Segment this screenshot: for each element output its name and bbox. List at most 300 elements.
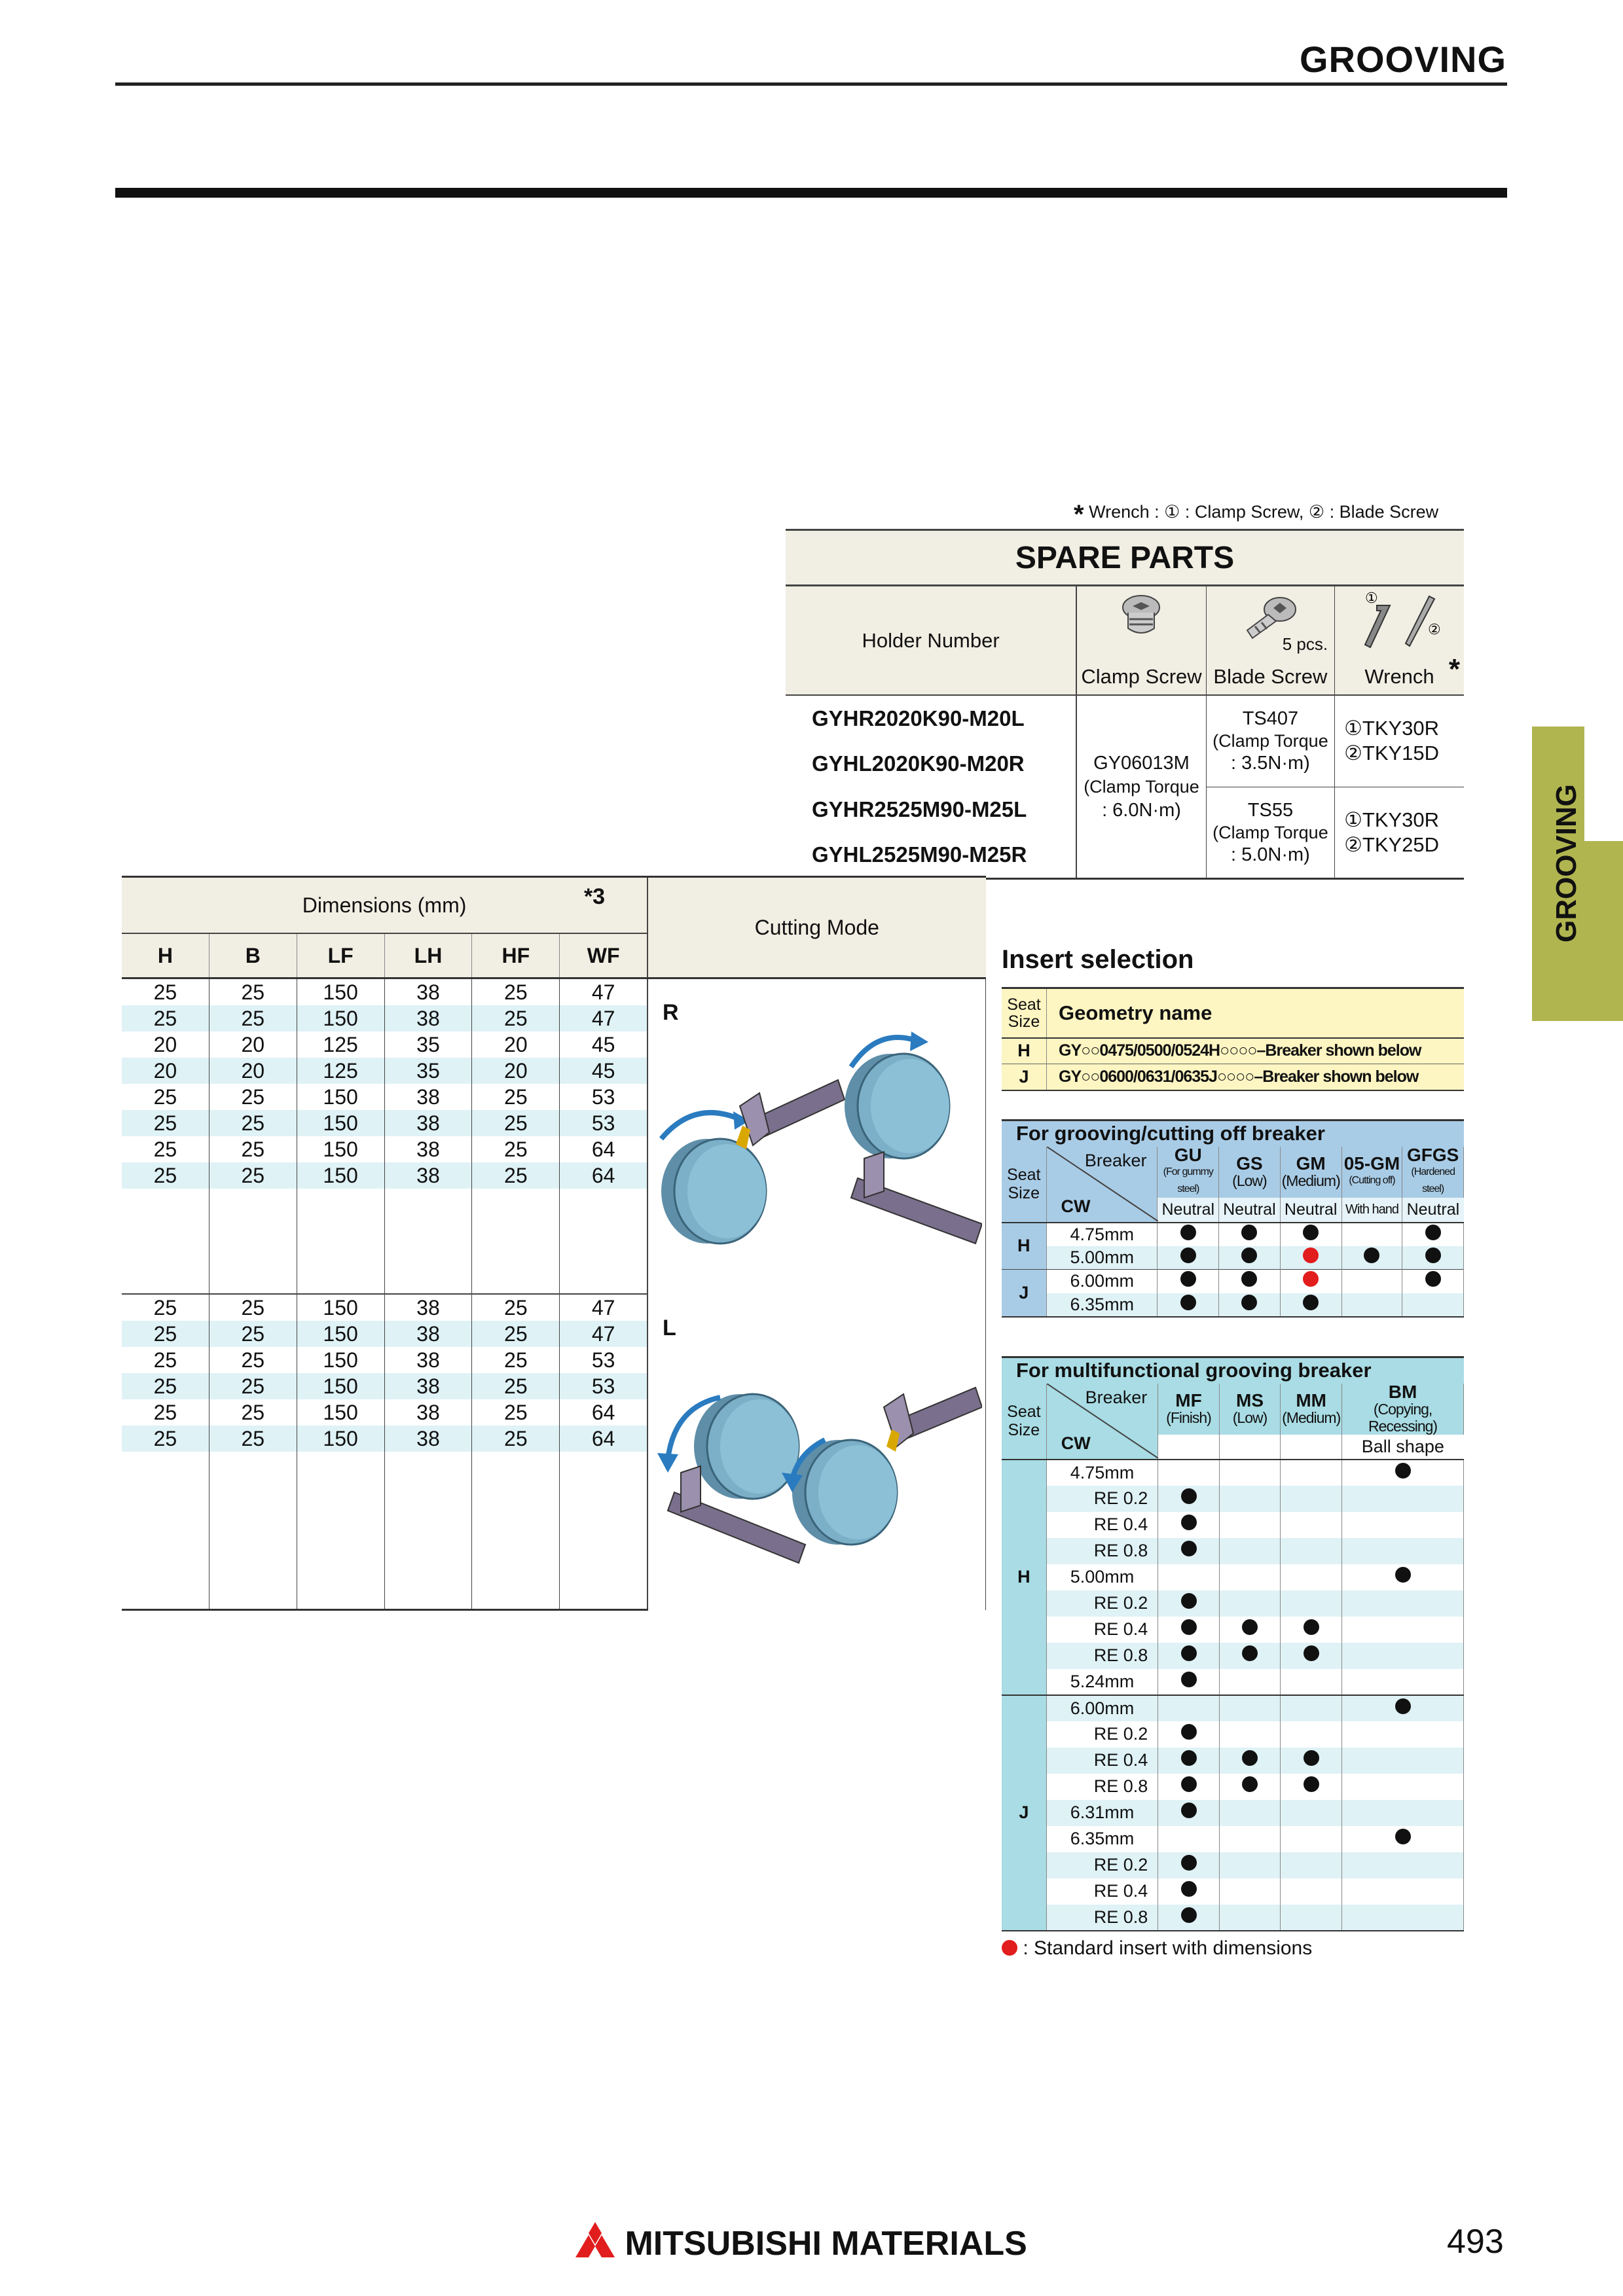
breaker-subtitle: (Low) — [1232, 1172, 1267, 1189]
black-dot-icon — [1242, 1750, 1258, 1766]
cw-cell: 6.00mm — [1046, 1695, 1158, 1721]
red-dot-icon — [1303, 1271, 1319, 1287]
dimension-cell-empty — [122, 1452, 209, 1610]
dimension-cell: 25 — [209, 1373, 297, 1399]
breaker-subtitle: (Finish) — [1166, 1408, 1211, 1426]
cw-cell: 4.75mm — [1046, 1223, 1158, 1246]
black-dot-icon — [1181, 1515, 1197, 1530]
dimension-cell: 38 — [384, 1347, 472, 1373]
cw-cell: RE 0.8 — [1046, 1538, 1158, 1564]
black-dot-icon — [1181, 1855, 1197, 1871]
dimension-cell: 150 — [297, 1373, 384, 1399]
cutting-mode-r-label: R — [663, 1000, 679, 1025]
dimension-cell: 53 — [560, 1347, 647, 1373]
dimension-cell: 53 — [560, 1110, 647, 1136]
multifunctional-breaker-table — [1002, 1356, 1464, 1931]
dimension-cell-empty — [384, 1452, 472, 1610]
seat-size-header: Seat Size — [1002, 988, 1047, 1038]
geo-seat: H — [1002, 1038, 1047, 1064]
multifunctional-row — [1002, 1512, 1464, 1538]
col-header-hf: HF — [472, 933, 560, 978]
dimension-cell: 25 — [472, 1426, 560, 1452]
dimension-cell: 38 — [384, 1373, 472, 1399]
availability-cell — [1342, 1878, 1464, 1905]
dimension-cell: 25 — [122, 978, 209, 1006]
availability-cell — [1219, 1293, 1281, 1317]
availability-cell — [1219, 1774, 1280, 1800]
black-dot-icon — [1364, 1247, 1379, 1263]
dimension-cell: 25 — [122, 1399, 209, 1426]
seat-size-header: Seat Size — [1002, 1384, 1046, 1460]
multifunctional-row — [1002, 1564, 1464, 1590]
availability-cell — [1219, 1538, 1280, 1564]
note-marker: *3 — [583, 884, 606, 909]
multifunctional-row — [1002, 1721, 1464, 1748]
cw-label: CW — [1061, 1433, 1091, 1453]
dimensions-header — [122, 877, 647, 934]
availability-cell — [1158, 1774, 1220, 1800]
black-dot-icon — [1425, 1225, 1441, 1240]
black-dot-icon — [1181, 1803, 1197, 1818]
black-dot-icon — [1242, 1645, 1258, 1661]
dimension-cell: 38 — [384, 1294, 472, 1321]
multifunctional-row — [1002, 1695, 1464, 1721]
cw-cell: RE 0.8 — [1046, 1643, 1158, 1669]
red-dot-icon — [1002, 1940, 1017, 1956]
availability-cell — [1342, 1460, 1464, 1486]
cw-cell: 6.35mm — [1046, 1293, 1158, 1317]
dimension-cell-empty — [472, 1452, 560, 1610]
workpiece-icon — [694, 1394, 799, 1499]
grooving-row — [1002, 1270, 1464, 1293]
blade-screw-code: TS55 — [1247, 799, 1294, 821]
cw-cell: RE 0.4 — [1046, 1748, 1158, 1774]
legend — [1002, 1937, 1312, 1960]
availability-cell — [1158, 1460, 1220, 1486]
availability-cell — [1219, 1512, 1280, 1538]
availability-cell — [1219, 1460, 1280, 1486]
blade-screw-torque-value: : 3.5N·m) — [1231, 753, 1310, 774]
dimension-cell: 125 — [297, 1058, 384, 1084]
wrench-cell-2 — [1335, 787, 1464, 878]
svg-text:①: ① — [1364, 590, 1378, 607]
seat-size-header: Seat Size — [1002, 1147, 1046, 1223]
dimension-cell: 45 — [560, 1031, 647, 1058]
holder-number-header: Holder Number — [786, 586, 1076, 696]
availability-cell — [1219, 1800, 1280, 1826]
dimension-cell: 64 — [560, 1426, 647, 1452]
dimension-cell-empty — [209, 1452, 297, 1610]
black-dot-icon — [1181, 1776, 1197, 1792]
multifunctional-row — [1002, 1852, 1464, 1878]
legend-text: : Standard insert with dimensions — [1023, 1937, 1313, 1959]
page-title: GROOVING — [1299, 39, 1506, 80]
dimension-cell: 64 — [560, 1399, 647, 1426]
grooving-breaker-body — [1002, 1223, 1464, 1317]
dimension-cell: 150 — [297, 1136, 384, 1162]
black-dot-icon — [1395, 1829, 1411, 1844]
availability-cell — [1342, 1748, 1464, 1774]
black-dot-icon — [1242, 1776, 1258, 1792]
availability-cell — [1158, 1246, 1219, 1270]
dimension-cell-empty — [384, 1189, 472, 1294]
dimension-cell-empty — [560, 1189, 647, 1294]
seat-size-cell: H — [1002, 1223, 1046, 1270]
cutting-mode-header: Cutting Mode — [647, 877, 985, 978]
mitsubishi-logo-icon — [575, 2222, 615, 2259]
multifunctional-row — [1002, 1538, 1464, 1564]
availability-cell — [1280, 1223, 1341, 1246]
insert-selection-title: Insert selection — [1002, 945, 1194, 974]
black-dot-icon — [1304, 1750, 1319, 1766]
availability-cell — [1281, 1878, 1342, 1905]
black-dot-icon — [1395, 1567, 1411, 1583]
page-number: 493 — [1447, 2223, 1504, 2261]
cw-cell: 5.00mm — [1046, 1564, 1158, 1590]
dimension-cell: 150 — [297, 1294, 384, 1321]
dimension-cell: 150 — [297, 1162, 384, 1189]
breaker-code: MS — [1236, 1390, 1264, 1410]
col-header-lh: LH — [384, 933, 472, 978]
availability-cell — [1281, 1617, 1342, 1643]
dimension-cell: 25 — [472, 1005, 560, 1031]
availability-cell — [1280, 1270, 1341, 1293]
dimension-cell: 38 — [384, 978, 472, 1006]
dimension-cell: 47 — [560, 1005, 647, 1031]
dimension-cell: 20 — [122, 1031, 209, 1058]
dimension-cell: 25 — [209, 1347, 297, 1373]
multifunctional-row — [1002, 1460, 1464, 1486]
availability-cell — [1219, 1721, 1280, 1748]
dimension-cell: 25 — [209, 1136, 297, 1162]
availability-cell — [1342, 1695, 1464, 1721]
cw-cell: RE 0.2 — [1046, 1852, 1158, 1878]
holder-row: GYHR2020K90-M20L — [786, 695, 1076, 741]
black-dot-icon — [1241, 1225, 1257, 1240]
black-dot-icon — [1303, 1225, 1319, 1240]
black-dot-icon — [1181, 1619, 1197, 1635]
dimension-row — [122, 1294, 986, 1321]
dimension-cell: 25 — [209, 1294, 297, 1321]
black-dot-icon — [1303, 1295, 1319, 1310]
black-dot-icon — [1180, 1225, 1196, 1240]
breaker-subtitle: (Low) — [1232, 1408, 1267, 1426]
availability-cell — [1158, 1826, 1220, 1852]
dimension-cell: 25 — [472, 1084, 560, 1110]
black-dot-icon — [1180, 1271, 1196, 1287]
availability-cell — [1342, 1617, 1464, 1643]
availability-cell — [1158, 1293, 1219, 1317]
black-dot-icon — [1180, 1295, 1196, 1310]
availability-cell — [1158, 1270, 1219, 1293]
grooving-row — [1002, 1246, 1464, 1270]
cutting-mode-r-illustration — [655, 1028, 982, 1250]
availability-cell — [1341, 1223, 1402, 1246]
breaker-code: BM — [1388, 1381, 1417, 1402]
dimension-cell: 38 — [384, 1005, 472, 1031]
hand-label: Neutral — [1219, 1198, 1281, 1223]
availability-cell — [1158, 1695, 1220, 1721]
wrench-cell-1 — [1335, 695, 1464, 787]
cw-cell: 6.35mm — [1046, 1826, 1158, 1852]
multifunctional-row — [1002, 1669, 1464, 1695]
dimension-cell: 25 — [472, 1399, 560, 1426]
availability-cell — [1158, 1643, 1220, 1669]
col-header-h: H — [122, 933, 209, 978]
availability-cell — [1158, 1852, 1220, 1878]
black-dot-icon — [1181, 1724, 1197, 1740]
dimension-cell-empty — [297, 1189, 384, 1294]
availability-cell — [1219, 1590, 1280, 1617]
breaker-mf — [1158, 1384, 1220, 1435]
availability-cell — [1281, 1538, 1342, 1564]
dimension-cell: 25 — [122, 1162, 209, 1189]
availability-cell — [1158, 1590, 1220, 1617]
availability-cell — [1342, 1774, 1464, 1800]
wrench-code: ①TKY30R — [1344, 808, 1440, 831]
availability-cell — [1281, 1905, 1342, 1931]
red-dot-icon — [1303, 1247, 1319, 1263]
seat-size-cell: H — [1002, 1460, 1046, 1695]
col-header-wf: WF — [560, 933, 647, 978]
dimension-cell-empty — [472, 1189, 560, 1294]
hand-label: Neutral — [1402, 1198, 1464, 1223]
availability-cell — [1158, 1564, 1220, 1590]
dimension-cell: 150 — [297, 1347, 384, 1373]
availability-cell — [1281, 1852, 1342, 1878]
cw-cell: RE 0.4 — [1046, 1617, 1158, 1643]
dimension-cell: 25 — [472, 1162, 560, 1189]
breaker-subtitle: (Copying, Recessing) — [1368, 1400, 1438, 1435]
hand-label: With hand — [1341, 1198, 1402, 1223]
hand-label: Neutral — [1280, 1198, 1341, 1223]
dimension-cell: 150 — [297, 1426, 384, 1452]
black-dot-icon — [1181, 1750, 1197, 1766]
breaker-mm — [1281, 1384, 1342, 1435]
cw-cell: RE 0.4 — [1046, 1512, 1158, 1538]
availability-cell — [1219, 1486, 1280, 1512]
multifunctional-row — [1002, 1878, 1464, 1905]
footer-logo-text: MITSUBISHI MATERIALS — [625, 2225, 1027, 2263]
dimension-cell: 25 — [122, 1321, 209, 1347]
blade-screw-torque-value: : 5.0N·m) — [1231, 844, 1310, 865]
geometry-table — [1002, 987, 1464, 1091]
wrench-icon — [1351, 587, 1449, 653]
dimension-cell: 25 — [122, 1373, 209, 1399]
availability-cell — [1342, 1669, 1464, 1695]
multifunctional-row — [1002, 1905, 1464, 1931]
availability-cell — [1342, 1512, 1464, 1538]
dimension-cell: 25 — [122, 1347, 209, 1373]
dimension-cell: 25 — [209, 1399, 297, 1426]
dimension-cell: 25 — [472, 1373, 560, 1399]
black-dot-icon — [1425, 1271, 1441, 1287]
availability-cell — [1281, 1695, 1342, 1721]
wrench-code: ②TKY15D — [1344, 742, 1440, 765]
multifunctional-row — [1002, 1643, 1464, 1669]
section-rule — [115, 188, 1507, 198]
grooving-breaker-title: For grooving/cutting off breaker — [1016, 1122, 1325, 1145]
availability-cell — [1342, 1852, 1464, 1878]
availability-cell — [1281, 1564, 1342, 1590]
dimension-cell: 25 — [122, 1084, 209, 1110]
black-dot-icon — [1181, 1541, 1197, 1556]
blade-screw-torque-label: (Clamp Torque — [1213, 822, 1328, 842]
dimension-cell: 45 — [560, 1058, 647, 1084]
black-dot-icon — [1425, 1247, 1441, 1263]
availability-cell — [1219, 1669, 1280, 1695]
dimension-cell: 53 — [560, 1373, 647, 1399]
breaker-gfgs — [1402, 1144, 1464, 1198]
dimensions-header-text: Dimensions (mm) — [302, 893, 467, 917]
workpiece-icon — [792, 1440, 897, 1545]
clamp-screw-code: GY06013M — [1093, 752, 1190, 774]
dimension-cell: 125 — [297, 1031, 384, 1058]
breaker-code: 05-GM — [1343, 1153, 1400, 1174]
cw-cell: 6.31mm — [1046, 1800, 1158, 1826]
dimension-cell: 38 — [384, 1162, 472, 1189]
wrench-note-text: Wrench : ① : Clamp Screw, ② : Blade Screw — [1089, 502, 1439, 522]
dimension-cell: 35 — [384, 1058, 472, 1084]
cw-cell: 6.00mm — [1046, 1270, 1158, 1293]
availability-cell — [1281, 1800, 1342, 1826]
availability-cell — [1219, 1643, 1280, 1669]
availability-cell — [1342, 1905, 1464, 1931]
dimension-cell: 150 — [297, 1399, 384, 1426]
dimension-cell: 25 — [472, 1294, 560, 1321]
breaker-code: MF — [1175, 1390, 1202, 1410]
breaker-subtitle: (For gummy steel) — [1163, 1166, 1213, 1194]
availability-cell — [1341, 1246, 1402, 1270]
availability-cell — [1342, 1486, 1464, 1512]
cutting-mode-l-label: L — [663, 1316, 676, 1340]
workpiece-icon — [845, 1054, 949, 1158]
wrench-header — [1335, 653, 1464, 695]
blade-screw-header: Blade Screw — [1206, 658, 1334, 695]
dimension-cell: 64 — [560, 1136, 647, 1162]
availability-cell — [1219, 1748, 1280, 1774]
cw-cell: RE 0.2 — [1046, 1486, 1158, 1512]
dimension-row — [122, 978, 986, 1006]
dimension-cell: 47 — [560, 1294, 647, 1321]
breaker-gm — [1280, 1147, 1341, 1198]
dimension-cell: 20 — [122, 1058, 209, 1084]
breaker-label: Breaker — [1085, 1387, 1148, 1407]
rotation-arrow-icon — [661, 1113, 740, 1139]
breaker-subtitle: (Cutting off) — [1349, 1174, 1395, 1186]
availability-cell — [1219, 1852, 1280, 1878]
breaker-05-gm — [1341, 1147, 1402, 1198]
breaker-cw-header — [1046, 1384, 1158, 1460]
cw-cell: RE 0.4 — [1046, 1878, 1158, 1905]
availability-cell — [1281, 1748, 1342, 1774]
dimension-cell: 53 — [560, 1084, 647, 1110]
clamp-screw-icon — [1112, 590, 1171, 649]
multifunctional-row — [1002, 1486, 1464, 1512]
dimension-cell: 38 — [384, 1136, 472, 1162]
dimension-cell: 25 — [122, 1005, 209, 1031]
availability-cell — [1158, 1800, 1220, 1826]
availability-cell — [1342, 1800, 1464, 1826]
availability-cell — [1280, 1246, 1341, 1270]
svg-text:②: ② — [1427, 622, 1441, 638]
cw-cell: 5.00mm — [1046, 1246, 1158, 1270]
availability-cell — [1342, 1590, 1464, 1617]
clamp-screw-cell — [1076, 695, 1206, 878]
ball-shape-label: Ball shape — [1342, 1435, 1464, 1460]
availability-cell — [1281, 1590, 1342, 1617]
dimension-cell-empty — [560, 1452, 647, 1610]
blade-screw-cell-1 — [1206, 695, 1334, 787]
availability-cell — [1219, 1270, 1281, 1293]
dimension-cell: 25 — [209, 1162, 297, 1189]
seat-size-cell: J — [1002, 1270, 1046, 1317]
availability-cell — [1280, 1293, 1341, 1317]
availability-cell — [1342, 1538, 1464, 1564]
breaker-ms — [1219, 1384, 1280, 1435]
availability-cell — [1281, 1486, 1342, 1512]
black-dot-icon — [1242, 1619, 1258, 1635]
blade-screw-cell-2 — [1206, 787, 1334, 878]
breaker-subtitle: (Medium) — [1282, 1408, 1341, 1426]
availability-cell — [1219, 1905, 1280, 1931]
clamp-screw-torque-value: : 6.0N·m) — [1102, 799, 1181, 821]
dimension-cell: 20 — [472, 1058, 560, 1084]
blade-screw-torque-label: (Clamp Torque — [1213, 731, 1328, 751]
spare-parts-table — [786, 529, 1464, 880]
footer-logo — [575, 2222, 1027, 2263]
availability-cell — [1341, 1270, 1402, 1293]
dimension-cell: 150 — [297, 1084, 384, 1110]
availability-cell — [1281, 1774, 1342, 1800]
black-dot-icon — [1395, 1463, 1411, 1479]
blade-screw-code: TS407 — [1242, 708, 1299, 730]
black-dot-icon — [1241, 1247, 1257, 1263]
multifunctional-row — [1002, 1590, 1464, 1617]
breaker-subtitle: (Hardened steel) — [1411, 1166, 1455, 1194]
availability-cell — [1402, 1223, 1464, 1246]
availability-cell — [1219, 1246, 1281, 1270]
multifunctional-row — [1002, 1800, 1464, 1826]
clamp-screw-header: Clamp Screw — [1076, 658, 1206, 695]
cw-cell: 4.75mm — [1046, 1460, 1158, 1486]
dimension-cell: 25 — [209, 1110, 297, 1136]
black-dot-icon — [1241, 1295, 1257, 1310]
wrench-note — [1074, 500, 1438, 529]
cw-cell: 5.24mm — [1046, 1669, 1158, 1695]
workpiece-icon — [661, 1139, 766, 1244]
availability-cell — [1281, 1826, 1342, 1852]
availability-cell — [1402, 1293, 1464, 1317]
availability-cell — [1158, 1669, 1220, 1695]
availability-cell — [1402, 1246, 1464, 1270]
grooving-row — [1002, 1223, 1464, 1246]
holder-row: GYHL2020K90-M20R — [786, 741, 1076, 787]
dimension-cell: 38 — [384, 1321, 472, 1347]
dimension-cell: 25 — [209, 1426, 297, 1452]
dimension-cell: 20 — [209, 1031, 297, 1058]
black-dot-icon — [1304, 1619, 1319, 1635]
clamp-screw-image — [1076, 586, 1206, 659]
dimension-cell: 25 — [472, 1110, 560, 1136]
holder-row: GYHR2525M90-M25L — [786, 787, 1076, 833]
breaker-code: GFGS — [1406, 1144, 1459, 1165]
availability-cell — [1342, 1826, 1464, 1852]
availability-cell — [1219, 1695, 1280, 1721]
side-tab-label: GROOVING — [1550, 783, 1582, 942]
availability-cell — [1219, 1564, 1280, 1590]
dimension-cell-empty — [297, 1452, 384, 1610]
